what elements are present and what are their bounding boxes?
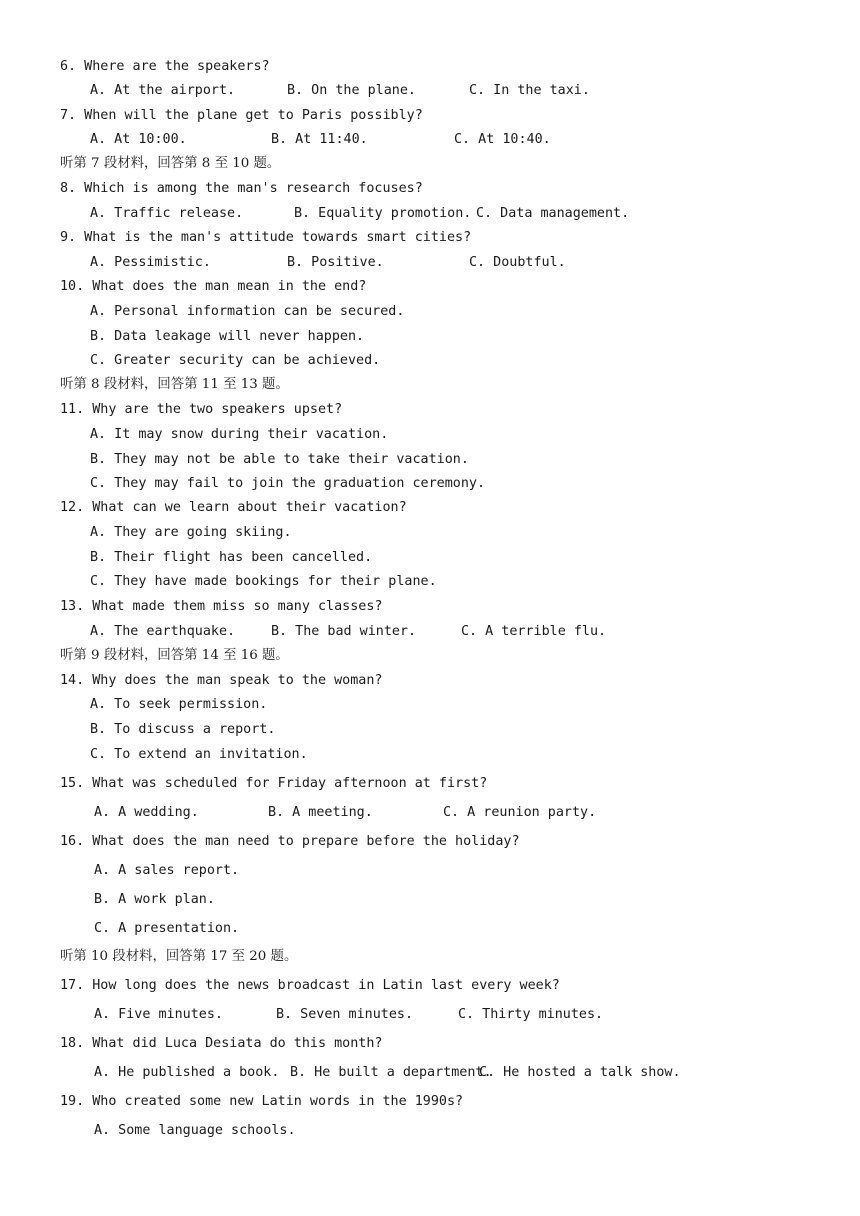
question-16-option-b: B. A work plan. [94,892,215,907]
section-heading-7: 听第 7 段材料，回答第 8 至 10 题。 [60,156,281,171]
question-13: 13. What made them miss so many classes? [60,599,383,614]
question-11-option-b: B. They may not be able to take their vacation. [90,452,469,467]
question-17-option-c: C. Thirty minutes. [458,1007,604,1022]
question-15-option-a: A. A wedding. [94,805,199,820]
question-13-option-c: C. A terrible flu. [461,624,607,639]
question-17-option-b: B. Seven minutes. [276,1007,414,1022]
question-14: 14. Why does the man speak to the woman? [60,673,383,688]
question-9-option-a: A. Pessimistic. [90,255,211,270]
question-6-option-c: C. In the taxi. [469,83,590,98]
question-8-option-a: A. Traffic release. [90,206,244,221]
question-6: 6. Where are the speakers? [60,59,270,74]
question-7-option-c: C. At 10:40. [454,132,551,147]
question-7-option-a: A. At 10:00. [90,132,187,147]
question-16-option-a: A. A sales report. [94,863,240,878]
question-13-option-a: A. The earthquake. [90,624,236,639]
question-7-option-b: B. At 11:40. [271,132,368,147]
question-18-option-b: B. He built a department. [290,1065,492,1080]
question-15-option-b: B. A meeting. [268,805,373,820]
question-18-option-a: A. He published a book. [94,1065,280,1080]
question-12-option-a: A. They are going skiing. [90,525,292,540]
question-17: 17. How long does the news broadcast in Latin last every week? [60,978,560,993]
question-19-option-a: A. Some language schools. [94,1123,296,1138]
question-17-option-a: A. Five minutes. [94,1007,223,1022]
question-12-option-b: B. Their flight has been cancelled. [90,550,373,565]
question-10: 10. What does the man mean in the end? [60,279,367,294]
question-6-option-b: B. On the plane. [287,83,416,98]
question-19: 19. Who created some new Latin words in the 1990s? [60,1094,464,1109]
question-8-option-c: C. Data management. [476,206,630,221]
section-heading-10: 听第 10 段材料，回答第 17 至 20 题。 [60,949,298,964]
question-15-option-c: C. A reunion party. [443,805,597,820]
question-10-option-b: B. Data leakage will never happen. [90,329,365,344]
question-9-option-c: C. Doubtful. [469,255,566,270]
question-8: 8. Which is among the man's research focuses? [60,181,423,196]
question-18-option-c: C. He hosted a talk show. [479,1065,681,1080]
question-11-option-c: C. They may fail to join the graduation ceremony. [90,476,486,491]
question-13-option-b: B. The bad winter. [271,624,417,639]
question-10-option-a: A. Personal information can be secured. [90,304,405,319]
question-18: 18. What did Luca Desiata do this month? [60,1036,383,1051]
question-14-option-a: A. To seek permission. [90,697,268,712]
question-7: 7. When will the plane get to Paris possibly? [60,108,423,123]
question-11-option-a: A. It may snow during their vacation. [90,427,389,442]
question-16: 16. What does the man need to prepare before the holiday? [60,834,520,849]
question-9-option-b: B. Positive. [287,255,384,270]
question-11: 11. Why are the two speakers upset? [60,402,343,417]
question-8-option-b: B. Equality promotion. [294,206,472,221]
section-heading-8: 听第 8 段材料，回答第 11 至 13 题。 [60,377,289,392]
question-15: 15. What was scheduled for Friday afternoon at first? [60,776,488,791]
question-6-option-a: A. At the airport. [90,83,236,98]
question-12-option-c: C. They have made bookings for their plane. [90,574,437,589]
question-14-option-b: B. To discuss a report. [90,722,276,737]
question-16-option-c: C. A presentation. [94,921,240,936]
question-9: 9. What is the man's attitude towards smart cities? [60,230,472,245]
question-10-option-c: C. Greater security can be achieved. [90,353,381,368]
section-heading-9: 听第 9 段材料，回答第 14 至 16 题。 [60,648,289,663]
question-12: 12. What can we learn about their vacation? [60,500,407,515]
question-14-option-c: C. To extend an invitation. [90,747,308,762]
